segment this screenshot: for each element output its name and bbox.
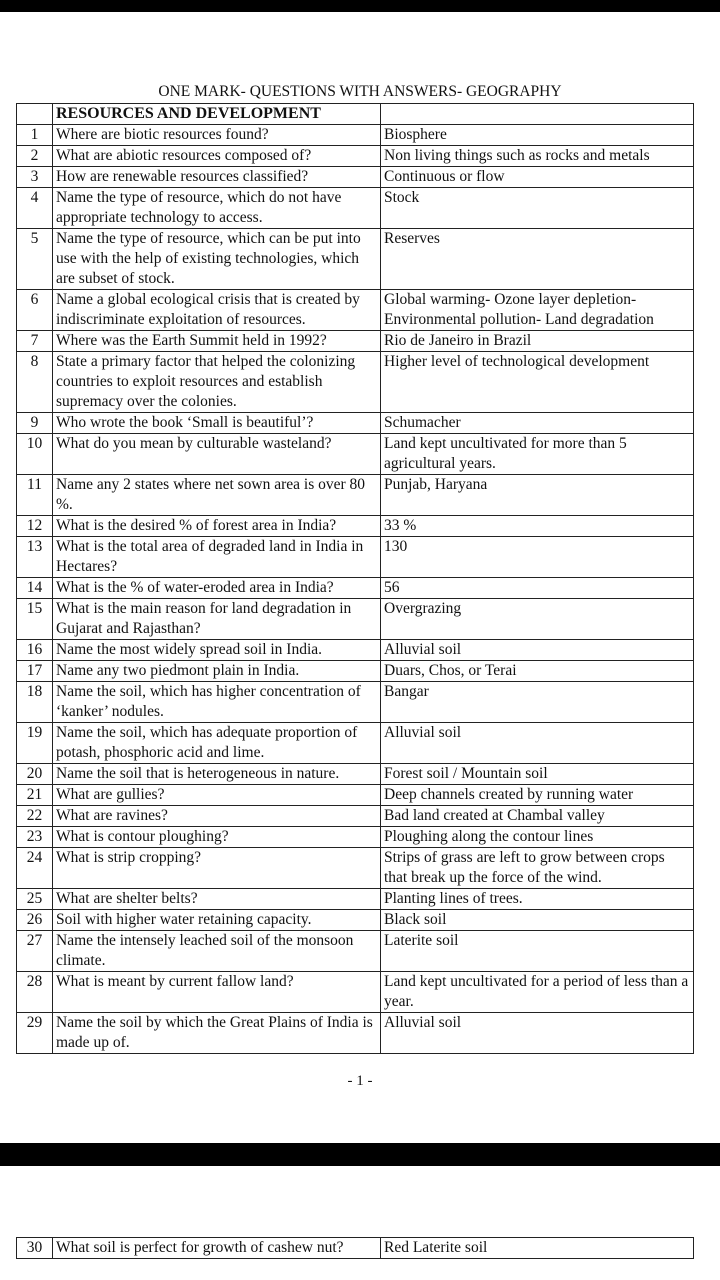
answer-text: Black soil (381, 910, 694, 931)
question-text: Name the soil, which has adequate proportion of potash, phosphoric acid and lime. (53, 723, 381, 764)
answer-text: Reserves (381, 229, 694, 290)
question-text: Name the intensely leached soil of the monsoon climate. (53, 931, 381, 972)
question-text: Name any two piedmont plain in India. (53, 661, 381, 682)
answer-text: Red Laterite soil (381, 1238, 694, 1259)
question-text: What are ravines? (53, 806, 381, 827)
question-number: 19 (17, 723, 53, 764)
question-number: 17 (17, 661, 53, 682)
question-number: 7 (17, 331, 53, 352)
answer-text: Stock (381, 188, 694, 229)
question-text: What is the total area of degraded land in India in Hectares? (53, 537, 381, 578)
question-text: What soil is perfect for growth of cashew nut? (53, 1238, 381, 1259)
question-text: What is the % of water-eroded area in India? (53, 578, 381, 599)
question-number: 18 (17, 682, 53, 723)
qa-row (17, 972, 694, 1013)
question-number: 28 (17, 972, 53, 1013)
question-text: Name the most widely spread soil in India. (53, 640, 381, 661)
qa-row (17, 1238, 694, 1259)
qa-row (17, 785, 694, 806)
answer-text: Higher level of technological development (381, 352, 694, 413)
question-text: State a primary factor that helped the colonizing countries to exploit resources and establish supremacy over the colonies. (53, 352, 381, 413)
answer-text: Alluvial soil (381, 640, 694, 661)
answer-text: Land kept uncultivated for a period of less than a year. (381, 972, 694, 1013)
answer-text: Rio de Janeiro in Brazil (381, 331, 694, 352)
question-text: What is the main reason for land degradation in Gujarat and Rajasthan? (53, 599, 381, 640)
qa-row (17, 413, 694, 434)
question-text: What do you mean by culturable wasteland? (53, 434, 381, 475)
qa-row (17, 146, 694, 167)
question-number: 23 (17, 827, 53, 848)
question-number: 21 (17, 785, 53, 806)
question-text: Name the soil that is heterogeneous in nature. (53, 764, 381, 785)
answer-text: Schumacher (381, 413, 694, 434)
question-number: 10 (17, 434, 53, 475)
question-text: Name the soil by which the Great Plains of India is made up of. (53, 1013, 381, 1054)
question-text: What are abiotic resources composed of? (53, 146, 381, 167)
question-text: What is strip cropping? (53, 848, 381, 889)
question-number: 9 (17, 413, 53, 434)
question-number: 14 (17, 578, 53, 599)
qa-row (17, 889, 694, 910)
answer-text: Global warming- Ozone layer depletion- Environmental pollution- Land degradation (381, 290, 694, 331)
section-title: RESOURCES AND DEVELOPMENT (53, 104, 381, 125)
question-number: 15 (17, 599, 53, 640)
answer-text: Bangar (381, 682, 694, 723)
question-text: Where was the Earth Summit held in 1992? (53, 331, 381, 352)
question-number: 22 (17, 806, 53, 827)
qa-row (17, 475, 694, 516)
answer-text: Ploughing along the contour lines (381, 827, 694, 848)
question-number: 20 (17, 764, 53, 785)
answer-text: Planting lines of trees. (381, 889, 694, 910)
question-number: 16 (17, 640, 53, 661)
qa-row (17, 682, 694, 723)
top-dark-bar (0, 0, 720, 12)
answer-text: Duars, Chos, or Terai (381, 661, 694, 682)
answer-text: Land kept uncultivated for more than 5 agricultural years. (381, 434, 694, 475)
qa-row (17, 640, 694, 661)
qa-row (17, 723, 694, 764)
question-number: 3 (17, 167, 53, 188)
question-number: 13 (17, 537, 53, 578)
question-text: Name any 2 states where net sown area is over 80 %. (53, 475, 381, 516)
question-text: Where are biotic resources found? (53, 125, 381, 146)
section-header-row (17, 104, 694, 125)
question-number: 6 (17, 290, 53, 331)
question-text: What is the desired % of forest area in India? (53, 516, 381, 537)
question-number: 4 (17, 188, 53, 229)
qa-row (17, 806, 694, 827)
answer-text: 33 % (381, 516, 694, 537)
qa-row (17, 578, 694, 599)
answer-text: Strips of grass are left to grow between crops that break up the force of the wind. (381, 848, 694, 889)
question-text: Name the type of resource, which do not have appropriate technology to access. (53, 188, 381, 229)
qa-row (17, 516, 694, 537)
qa-row (17, 290, 694, 331)
answer-text: Forest soil / Mountain soil (381, 764, 694, 785)
question-text: What are gullies? (53, 785, 381, 806)
answer-text: Deep channels created by running water (381, 785, 694, 806)
question-number: 26 (17, 910, 53, 931)
qa-row (17, 931, 694, 972)
qa-row (17, 167, 694, 188)
qa-row (17, 331, 694, 352)
question-number: 30 (17, 1238, 53, 1259)
question-text: What is meant by current fallow land? (53, 972, 381, 1013)
qa-table (16, 103, 694, 1054)
answer-text: Alluvial soil (381, 723, 694, 764)
qa-row (17, 188, 694, 229)
answer-text: Laterite soil (381, 931, 694, 972)
question-number: 5 (17, 229, 53, 290)
question-number: 24 (17, 848, 53, 889)
qa-row (17, 1013, 694, 1054)
question-text: What is contour ploughing? (53, 827, 381, 848)
qa-row (17, 434, 694, 475)
qa-row (17, 848, 694, 889)
qa-row (17, 827, 694, 848)
question-text: Name the type of resource, which can be put into use with the help of existing technologies, which are subset of stock. (53, 229, 381, 290)
qa-row (17, 125, 694, 146)
answer-text: Alluvial soil (381, 1013, 694, 1054)
answer-text: Overgrazing (381, 599, 694, 640)
question-text: How are renewable resources classified? (53, 167, 381, 188)
question-number: 12 (17, 516, 53, 537)
qa-row (17, 229, 694, 290)
question-number: 25 (17, 889, 53, 910)
question-text: Name the soil, which has higher concentration of ‘kanker’ nodules. (53, 682, 381, 723)
qa-row (17, 910, 694, 931)
question-number: 2 (17, 146, 53, 167)
question-number: 11 (17, 475, 53, 516)
answer-text: 130 (381, 537, 694, 578)
answer-text: Bad land created at Chambal valley (381, 806, 694, 827)
question-number: 27 (17, 931, 53, 972)
question-text: Soil with higher water retaining capacity. (53, 910, 381, 931)
question-number: 1 (17, 125, 53, 146)
answer-text: Punjab, Haryana (381, 475, 694, 516)
question-text: Name a global ecological crisis that is created by indiscriminate exploitation of resources. (53, 290, 381, 331)
blank-cell (381, 104, 694, 125)
question-text: What are shelter belts? (53, 889, 381, 910)
answer-text: Continuous or flow (381, 167, 694, 188)
blank-cell (17, 104, 53, 125)
qa-table-page-2 (16, 1237, 694, 1259)
question-number: 8 (17, 352, 53, 413)
qa-row (17, 599, 694, 640)
answer-text: Biosphere (381, 125, 694, 146)
page-break-bar (0, 1143, 720, 1166)
answer-text: 56 (381, 578, 694, 599)
qa-row (17, 764, 694, 785)
page-number: - 1 - (347, 1073, 373, 1089)
question-text: Who wrote the book ‘Small is beautiful’? (53, 413, 381, 434)
question-number: 29 (17, 1013, 53, 1054)
qa-row (17, 537, 694, 578)
answer-text: Non living things such as rocks and metals (381, 146, 694, 167)
document-title: ONE MARK- QUESTIONS WITH ANSWERS- GEOGRAPHY (158, 83, 562, 100)
qa-row (17, 352, 694, 413)
qa-row (17, 661, 694, 682)
